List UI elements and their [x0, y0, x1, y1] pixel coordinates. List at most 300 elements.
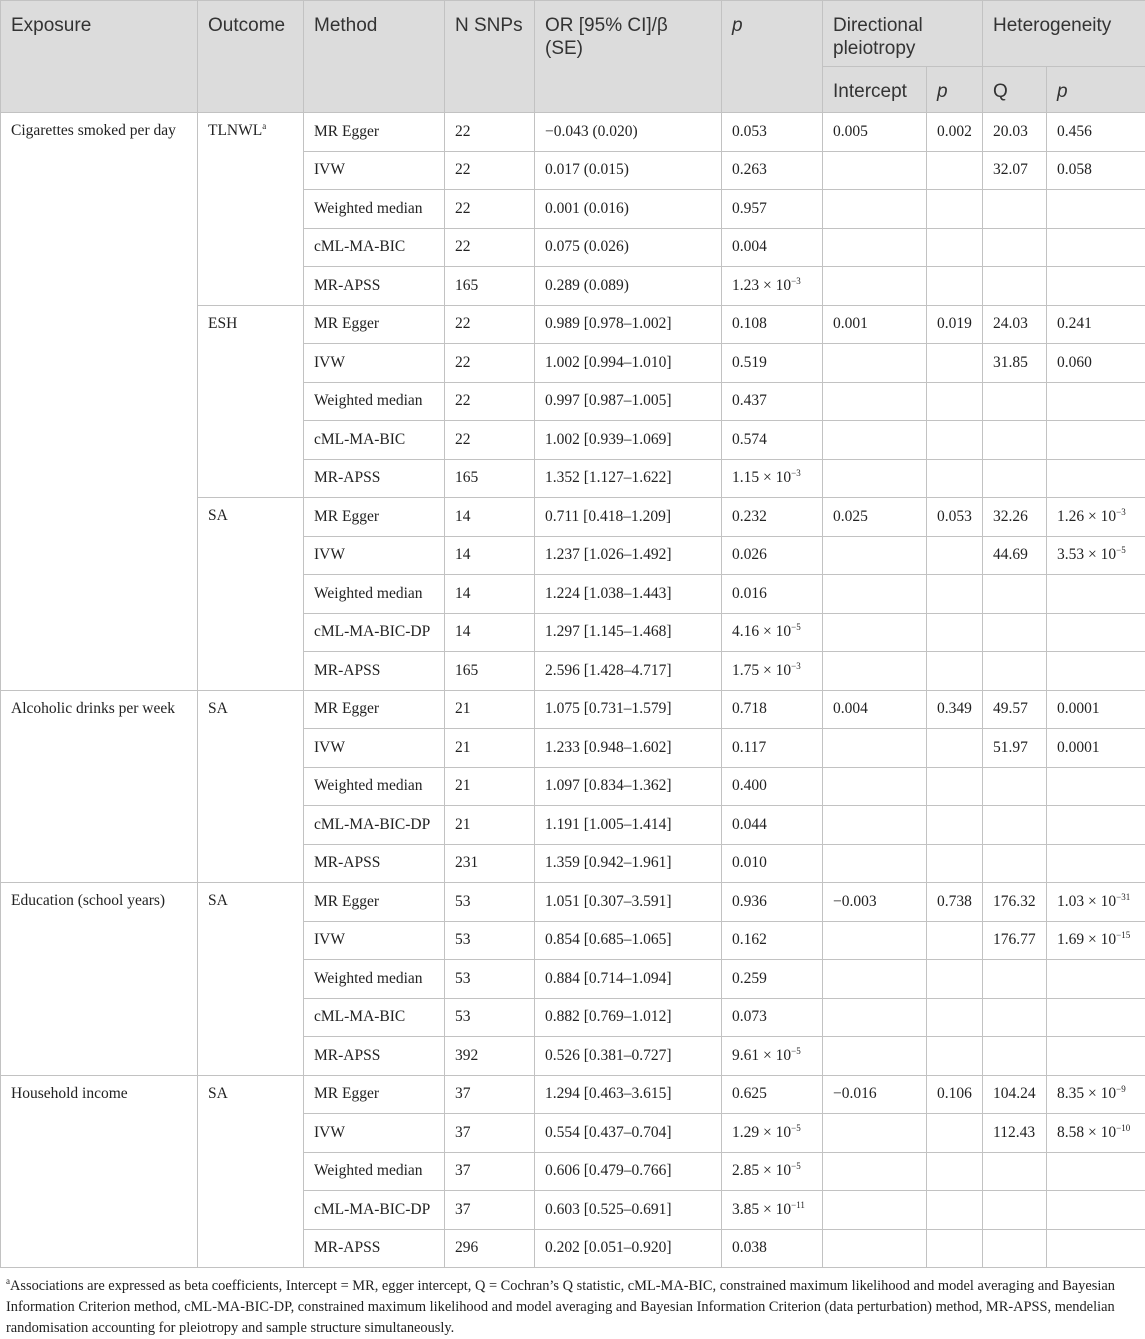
- outcome-label: TLNWL: [208, 122, 263, 139]
- q-p-cell: [1047, 921, 1145, 960]
- estimate-cell-value: 1.233 [0.948–1.602]: [545, 738, 672, 756]
- n-snps-cell-value: 14: [455, 623, 471, 641]
- q-cell-value: 112.43: [993, 1123, 1036, 1141]
- footnote-text: Associations are expressed as beta coefficients, Intercept = MR, egger intercept, Q = Cochran’s Q statistic, cML-MA-BIC, constrained maximum likelihood and model averaging and Bayesian Information Criterion method, cML-MA-BIC-DP, constrained maximum likelihood and model averaging and Bayesian Information Criterion (data perturbation) method, MR-APSS, mendelian randomisation accounting for pleiotropy and sample structure simultaneously.: [6, 1278, 1115, 1336]
- p-cell: [722, 228, 823, 267]
- estimate-cell: [535, 767, 722, 806]
- estimate-cell-value: 0.017 (0.015): [545, 161, 629, 179]
- method-cell-value: MR Egger: [314, 700, 380, 718]
- method-cell: [304, 921, 445, 960]
- method-cell-value: MR Egger: [314, 315, 380, 333]
- estimate-cell-value: 0.075 (0.026): [545, 238, 629, 256]
- intercept-p-cell: [927, 844, 983, 883]
- method-cell: [304, 883, 445, 922]
- p-cell-value: 0.400: [732, 777, 767, 795]
- estimate-cell: [535, 1152, 722, 1191]
- header-pleiotropy-p: p: [927, 67, 983, 113]
- p-cell-exponent: −11: [791, 1199, 805, 1210]
- intercept-p-cell-value: 0.019: [937, 315, 972, 333]
- n-snps-cell-value: 165: [455, 276, 479, 294]
- table-header: [1, 1, 1145, 113]
- method-cell: [304, 729, 445, 768]
- intercept-p-cell: [927, 1152, 983, 1191]
- p-cell-value: 0.016: [732, 584, 767, 602]
- estimate-cell-value: 0.603 [0.525–0.691]: [545, 1200, 672, 1218]
- intercept-p-cell: [927, 228, 983, 267]
- intercept-p-cell: [927, 190, 983, 229]
- p-cell-value: 0.038: [732, 1239, 767, 1257]
- q-p-cell: [1047, 844, 1145, 883]
- method-cell: [304, 305, 445, 344]
- intercept-cell: [823, 767, 927, 806]
- exposure-label: Alcoholic drinks per week: [11, 699, 175, 717]
- n-snps-cell: [445, 1075, 535, 1114]
- estimate-cell-value: 1.075 [0.731–1.579]: [545, 700, 672, 718]
- q-p-cell-value: 0.241: [1057, 315, 1092, 333]
- q-cell: [983, 305, 1047, 344]
- estimate-cell: [535, 344, 722, 383]
- p-cell-value: 0.162: [732, 931, 767, 949]
- estimate-cell-value: 1.051 [0.307–3.591]: [545, 892, 672, 910]
- estimate-cell: [535, 113, 722, 152]
- intercept-cell: [823, 806, 927, 845]
- p-cell-value: 0.044: [732, 815, 767, 833]
- method-cell: [304, 998, 445, 1037]
- q-cell: [983, 1114, 1047, 1153]
- estimate-cell: [535, 536, 722, 575]
- q-p-cell-value: 0.0001: [1057, 700, 1100, 718]
- header-q: Q: [983, 67, 1047, 113]
- q-p-cell-value: 1.03 × 10: [1057, 892, 1117, 910]
- intercept-p-cell: [927, 1114, 983, 1153]
- intercept-p-cell-value: 0.738: [937, 892, 972, 910]
- p-cell: [722, 806, 823, 845]
- p-cell-exponent: −5: [791, 1122, 801, 1133]
- method-cell-value: MR Egger: [314, 507, 380, 525]
- intercept-cell: [823, 1114, 927, 1153]
- n-snps-cell-value: 392: [455, 1046, 479, 1064]
- intercept-cell: [823, 998, 927, 1037]
- method-cell: [304, 767, 445, 806]
- method-cell: [304, 113, 445, 152]
- outcome-cell: [198, 690, 304, 883]
- p-cell: [722, 729, 823, 768]
- p-cell-value: 0.574: [732, 430, 767, 448]
- header-heterogeneity-p: p: [1047, 67, 1145, 113]
- exposure-label: Cigarettes smoked per day: [11, 122, 176, 139]
- q-cell: [983, 382, 1047, 421]
- exposure-label: Education (school years): [11, 892, 166, 909]
- header-directional-pleiotropy: Directional pleiotropy: [823, 1, 983, 67]
- estimate-cell: [535, 729, 722, 768]
- intercept-cell: [823, 1075, 927, 1114]
- q-p-cell: [1047, 421, 1145, 460]
- n-snps-cell: [445, 1229, 535, 1268]
- p-cell-value: 0.232: [732, 507, 767, 525]
- q-cell: [983, 190, 1047, 229]
- p-cell-exponent: −5: [791, 622, 801, 633]
- table-body: [1, 113, 1145, 1268]
- p-cell-value: 1.23 × 10: [732, 276, 792, 294]
- estimate-cell-value: 0.989 [0.978–1.002]: [545, 315, 672, 333]
- q-cell: [983, 767, 1047, 806]
- q-cell-value: 44.69: [993, 546, 1028, 564]
- intercept-cell: [823, 113, 927, 152]
- table-row: [1, 1075, 1145, 1114]
- q-p-cell-value: 0.060: [1057, 353, 1092, 371]
- q-p-cell: [1047, 113, 1145, 152]
- intercept-p-cell: [927, 305, 983, 344]
- q-p-cell: [1047, 228, 1145, 267]
- n-snps-cell-value: 22: [455, 353, 471, 371]
- n-snps-cell: [445, 421, 535, 460]
- q-cell-value: 104.24: [993, 1085, 1036, 1103]
- method-cell-value: IVW: [314, 161, 345, 179]
- q-p-cell: [1047, 575, 1145, 614]
- q-p-cell: [1047, 960, 1145, 999]
- intercept-p-cell: [927, 690, 983, 729]
- intercept-cell: [823, 921, 927, 960]
- header-intercept: Intercept: [823, 67, 927, 113]
- intercept-cell: [823, 1191, 927, 1230]
- method-cell-value: MR-APSS: [314, 854, 381, 872]
- q-p-cell-exponent: −5: [1116, 545, 1126, 556]
- q-p-cell: [1047, 767, 1145, 806]
- estimate-cell-value: −0.043 (0.020): [545, 122, 638, 140]
- p-cell-value: 0.957: [732, 199, 767, 217]
- method-cell: [304, 421, 445, 460]
- n-snps-cell-value: 22: [455, 161, 471, 179]
- p-cell: [722, 1075, 823, 1114]
- intercept-cell: [823, 690, 927, 729]
- method-cell: [304, 498, 445, 537]
- estimate-cell: [535, 883, 722, 922]
- q-cell-value: 20.03: [993, 122, 1028, 140]
- estimate-cell: [535, 267, 722, 306]
- q-p-cell: [1047, 151, 1145, 190]
- estimate-cell: [535, 921, 722, 960]
- p-cell-exponent: −5: [791, 1045, 801, 1056]
- n-snps-cell: [445, 613, 535, 652]
- intercept-cell: [823, 344, 927, 383]
- method-cell-value: IVW: [314, 1123, 345, 1141]
- estimate-cell: [535, 459, 722, 498]
- n-snps-cell-value: 22: [455, 199, 471, 217]
- footnote-marker: a: [6, 1276, 10, 1287]
- method-cell-value: MR Egger: [314, 892, 380, 910]
- method-cell: [304, 613, 445, 652]
- estimate-cell: [535, 652, 722, 691]
- q-p-cell: [1047, 1229, 1145, 1268]
- estimate-cell-value: 0.554 [0.437–0.704]: [545, 1123, 672, 1141]
- estimate-cell-value: 1.237 [1.026–1.492]: [545, 546, 672, 564]
- intercept-p-cell: [927, 1075, 983, 1114]
- method-cell-value: MR-APSS: [314, 661, 381, 679]
- n-snps-cell-value: 231: [455, 854, 479, 872]
- p-cell: [722, 960, 823, 999]
- p-cell: [722, 844, 823, 883]
- q-cell: [983, 1037, 1047, 1076]
- p-cell: [722, 921, 823, 960]
- intercept-p-cell: [927, 767, 983, 806]
- q-cell-value: 31.85: [993, 353, 1028, 371]
- estimate-cell-value: 1.097 [0.834–1.362]: [545, 777, 672, 795]
- intercept-cell: [823, 536, 927, 575]
- p-cell: [722, 536, 823, 575]
- p-cell: [722, 690, 823, 729]
- q-p-cell-value: 1.69 × 10: [1057, 931, 1117, 949]
- p-cell: [722, 344, 823, 383]
- table-row: [1, 883, 1145, 922]
- n-snps-cell: [445, 382, 535, 421]
- estimate-cell: [535, 1037, 722, 1076]
- estimate-cell: [535, 1075, 722, 1114]
- p-cell-exponent: −3: [791, 660, 801, 671]
- method-cell-value: IVW: [314, 546, 345, 564]
- q-cell: [983, 498, 1047, 537]
- p-cell: [722, 498, 823, 537]
- intercept-cell: [823, 575, 927, 614]
- n-snps-cell-value: 53: [455, 1008, 471, 1026]
- q-cell: [983, 806, 1047, 845]
- p-cell-value: 0.437: [732, 392, 767, 410]
- intercept-cell: [823, 267, 927, 306]
- q-p-cell: [1047, 498, 1145, 537]
- n-snps-cell: [445, 844, 535, 883]
- n-snps-cell-value: 37: [455, 1085, 471, 1103]
- n-snps-cell: [445, 729, 535, 768]
- outcome-label: SA: [208, 892, 228, 909]
- n-snps-cell: [445, 1114, 535, 1153]
- method-cell-value: cML-MA-BIC: [314, 238, 406, 256]
- q-p-cell: [1047, 729, 1145, 768]
- method-cell-value: Weighted median: [314, 777, 423, 795]
- q-cell: [983, 921, 1047, 960]
- q-p-cell-value: 0.0001: [1057, 738, 1100, 756]
- method-cell: [304, 459, 445, 498]
- intercept-cell: [823, 1152, 927, 1191]
- method-cell: [304, 382, 445, 421]
- estimate-cell-value: 0.854 [0.685–1.065]: [545, 931, 672, 949]
- n-snps-cell: [445, 228, 535, 267]
- outcome-label: SA: [208, 699, 228, 717]
- header-p: p: [722, 1, 823, 113]
- estimate-cell: [535, 190, 722, 229]
- header-n-snps: N SNPs: [445, 1, 535, 113]
- method-cell: [304, 690, 445, 729]
- p-cell: [722, 267, 823, 306]
- method-cell-value: IVW: [314, 738, 345, 756]
- method-cell: [304, 267, 445, 306]
- p-cell-value: 0.073: [732, 1008, 767, 1026]
- q-cell-value: 49.57: [993, 700, 1028, 718]
- q-p-cell-exponent: −3: [1116, 506, 1126, 517]
- n-snps-cell-value: 21: [455, 777, 471, 795]
- method-cell: [304, 190, 445, 229]
- q-p-cell-exponent: −9: [1116, 1084, 1126, 1095]
- intercept-p-cell: [927, 421, 983, 460]
- intercept-cell: [823, 613, 927, 652]
- p-cell: [722, 652, 823, 691]
- q-cell: [983, 1191, 1047, 1230]
- estimate-cell: [535, 382, 722, 421]
- method-cell: [304, 1152, 445, 1191]
- intercept-cell: [823, 1229, 927, 1268]
- n-snps-cell-value: 22: [455, 430, 471, 448]
- q-p-cell: [1047, 1114, 1145, 1153]
- q-cell: [983, 267, 1047, 306]
- n-snps-cell: [445, 305, 535, 344]
- method-cell: [304, 575, 445, 614]
- intercept-p-cell: [927, 498, 983, 537]
- intercept-p-cell: [927, 344, 983, 383]
- p-cell-value: 0.519: [732, 353, 767, 371]
- intercept-cell: [823, 421, 927, 460]
- intercept-p-cell: [927, 960, 983, 999]
- p-cell-exponent: −3: [791, 275, 801, 286]
- outcome-label: SA: [208, 1084, 228, 1102]
- intercept-p-cell-value: 0.053: [937, 507, 972, 525]
- intercept-cell: [823, 151, 927, 190]
- exposure-label: Household income: [11, 1084, 128, 1102]
- outcome-cell: [198, 113, 304, 306]
- p-cell-value: 0.108: [732, 315, 767, 333]
- exposure-cell: [1, 883, 198, 1076]
- q-cell: [983, 652, 1047, 691]
- q-p-cell: [1047, 1075, 1145, 1114]
- estimate-cell-value: 0.289 (0.089): [545, 276, 629, 294]
- n-snps-cell-value: 21: [455, 700, 471, 718]
- n-snps-cell-value: 296: [455, 1239, 479, 1257]
- method-cell-value: Weighted median: [314, 584, 423, 602]
- q-p-cell: [1047, 883, 1145, 922]
- q-p-cell-exponent: −15: [1116, 930, 1131, 941]
- p-cell: [722, 1037, 823, 1076]
- outcome-cell: [198, 883, 304, 1076]
- p-cell: [722, 382, 823, 421]
- q-p-cell-value: 0.058: [1057, 161, 1092, 179]
- p-cell-value: 0.053: [732, 122, 767, 140]
- method-cell-value: Weighted median: [314, 199, 423, 217]
- q-cell-value: 51.97: [993, 738, 1028, 756]
- estimate-cell: [535, 613, 722, 652]
- table-footnote: [0, 1276, 1141, 1339]
- method-cell-value: cML-MA-BIC-DP: [314, 623, 431, 641]
- method-cell-value: MR Egger: [314, 122, 380, 140]
- n-snps-cell-value: 21: [455, 738, 471, 756]
- q-cell: [983, 690, 1047, 729]
- n-snps-cell-value: 165: [455, 661, 479, 679]
- intercept-cell: [823, 844, 927, 883]
- outcome-cell: [198, 498, 304, 691]
- exposure-cell: [1, 113, 198, 691]
- table-row: [1, 113, 1145, 152]
- intercept-p-cell: [927, 113, 983, 152]
- intercept-cell: [823, 190, 927, 229]
- estimate-cell: [535, 806, 722, 845]
- n-snps-cell: [445, 690, 535, 729]
- intercept-p-cell: [927, 1037, 983, 1076]
- p-cell-value: 0.259: [732, 969, 767, 987]
- method-cell-value: cML-MA-BIC: [314, 430, 406, 448]
- estimate-cell: [535, 228, 722, 267]
- exposure-cell: [1, 690, 198, 883]
- q-p-cell: [1047, 305, 1145, 344]
- p-cell-exponent: −5: [791, 1161, 801, 1172]
- p-cell: [722, 613, 823, 652]
- outcome-footnote-marker: a: [262, 120, 267, 131]
- q-cell-value: 32.26: [993, 507, 1028, 525]
- p-cell: [722, 575, 823, 614]
- intercept-p-cell-value: 0.106: [937, 1085, 972, 1103]
- n-snps-cell: [445, 459, 535, 498]
- n-snps-cell-value: 22: [455, 315, 471, 333]
- n-snps-cell: [445, 1037, 535, 1076]
- q-p-cell: [1047, 806, 1145, 845]
- n-snps-cell-value: 22: [455, 238, 471, 256]
- estimate-cell-value: 1.352 [1.127–1.622]: [545, 469, 672, 487]
- estimate-cell-value: 0.202 [0.051–0.920]: [545, 1239, 672, 1257]
- q-p-cell: [1047, 267, 1145, 306]
- header-exposure: Exposure: [1, 1, 198, 113]
- estimate-cell-value: 0.997 [0.987–1.005]: [545, 392, 672, 410]
- n-snps-cell-value: 37: [455, 1162, 471, 1180]
- method-cell-value: cML-MA-BIC: [314, 1008, 406, 1026]
- intercept-p-cell: [927, 536, 983, 575]
- q-cell: [983, 960, 1047, 999]
- n-snps-cell-value: 37: [455, 1123, 471, 1141]
- method-cell: [304, 1191, 445, 1230]
- q-p-cell: [1047, 344, 1145, 383]
- q-cell: [983, 844, 1047, 883]
- outcome-label: SA: [208, 507, 228, 524]
- intercept-p-cell: [927, 806, 983, 845]
- n-snps-cell: [445, 1152, 535, 1191]
- estimate-cell-value: 0.711 [0.418–1.209]: [545, 507, 671, 525]
- q-p-cell: [1047, 998, 1145, 1037]
- p-cell-value: 0.263: [732, 161, 767, 179]
- estimate-cell: [535, 998, 722, 1037]
- estimate-cell-value: 1.359 [0.942–1.961]: [545, 854, 672, 872]
- q-cell: [983, 1152, 1047, 1191]
- estimate-cell-value: 0.606 [0.479–0.766]: [545, 1162, 672, 1180]
- n-snps-cell-value: 165: [455, 469, 479, 487]
- q-cell: [983, 729, 1047, 768]
- intercept-cell: [823, 1037, 927, 1076]
- p-cell: [722, 1114, 823, 1153]
- estimate-cell-value: 0.884 [0.714–1.094]: [545, 969, 672, 987]
- method-cell: [304, 806, 445, 845]
- method-cell: [304, 844, 445, 883]
- method-cell-value: cML-MA-BIC-DP: [314, 815, 431, 833]
- p-cell: [722, 1229, 823, 1268]
- n-snps-cell: [445, 767, 535, 806]
- n-snps-cell: [445, 883, 535, 922]
- method-cell-value: MR Egger: [314, 1085, 380, 1103]
- p-cell: [722, 1152, 823, 1191]
- n-snps-cell: [445, 190, 535, 229]
- q-p-cell: [1047, 190, 1145, 229]
- q-cell: [983, 344, 1047, 383]
- q-p-cell-value: 8.35 × 10: [1057, 1085, 1117, 1103]
- n-snps-cell: [445, 498, 535, 537]
- q-cell-value: 176.77: [993, 931, 1036, 949]
- n-snps-cell: [445, 575, 535, 614]
- method-cell-value: Weighted median: [314, 1162, 423, 1180]
- estimate-cell: [535, 960, 722, 999]
- intercept-p-cell: [927, 1229, 983, 1268]
- method-cell: [304, 1114, 445, 1153]
